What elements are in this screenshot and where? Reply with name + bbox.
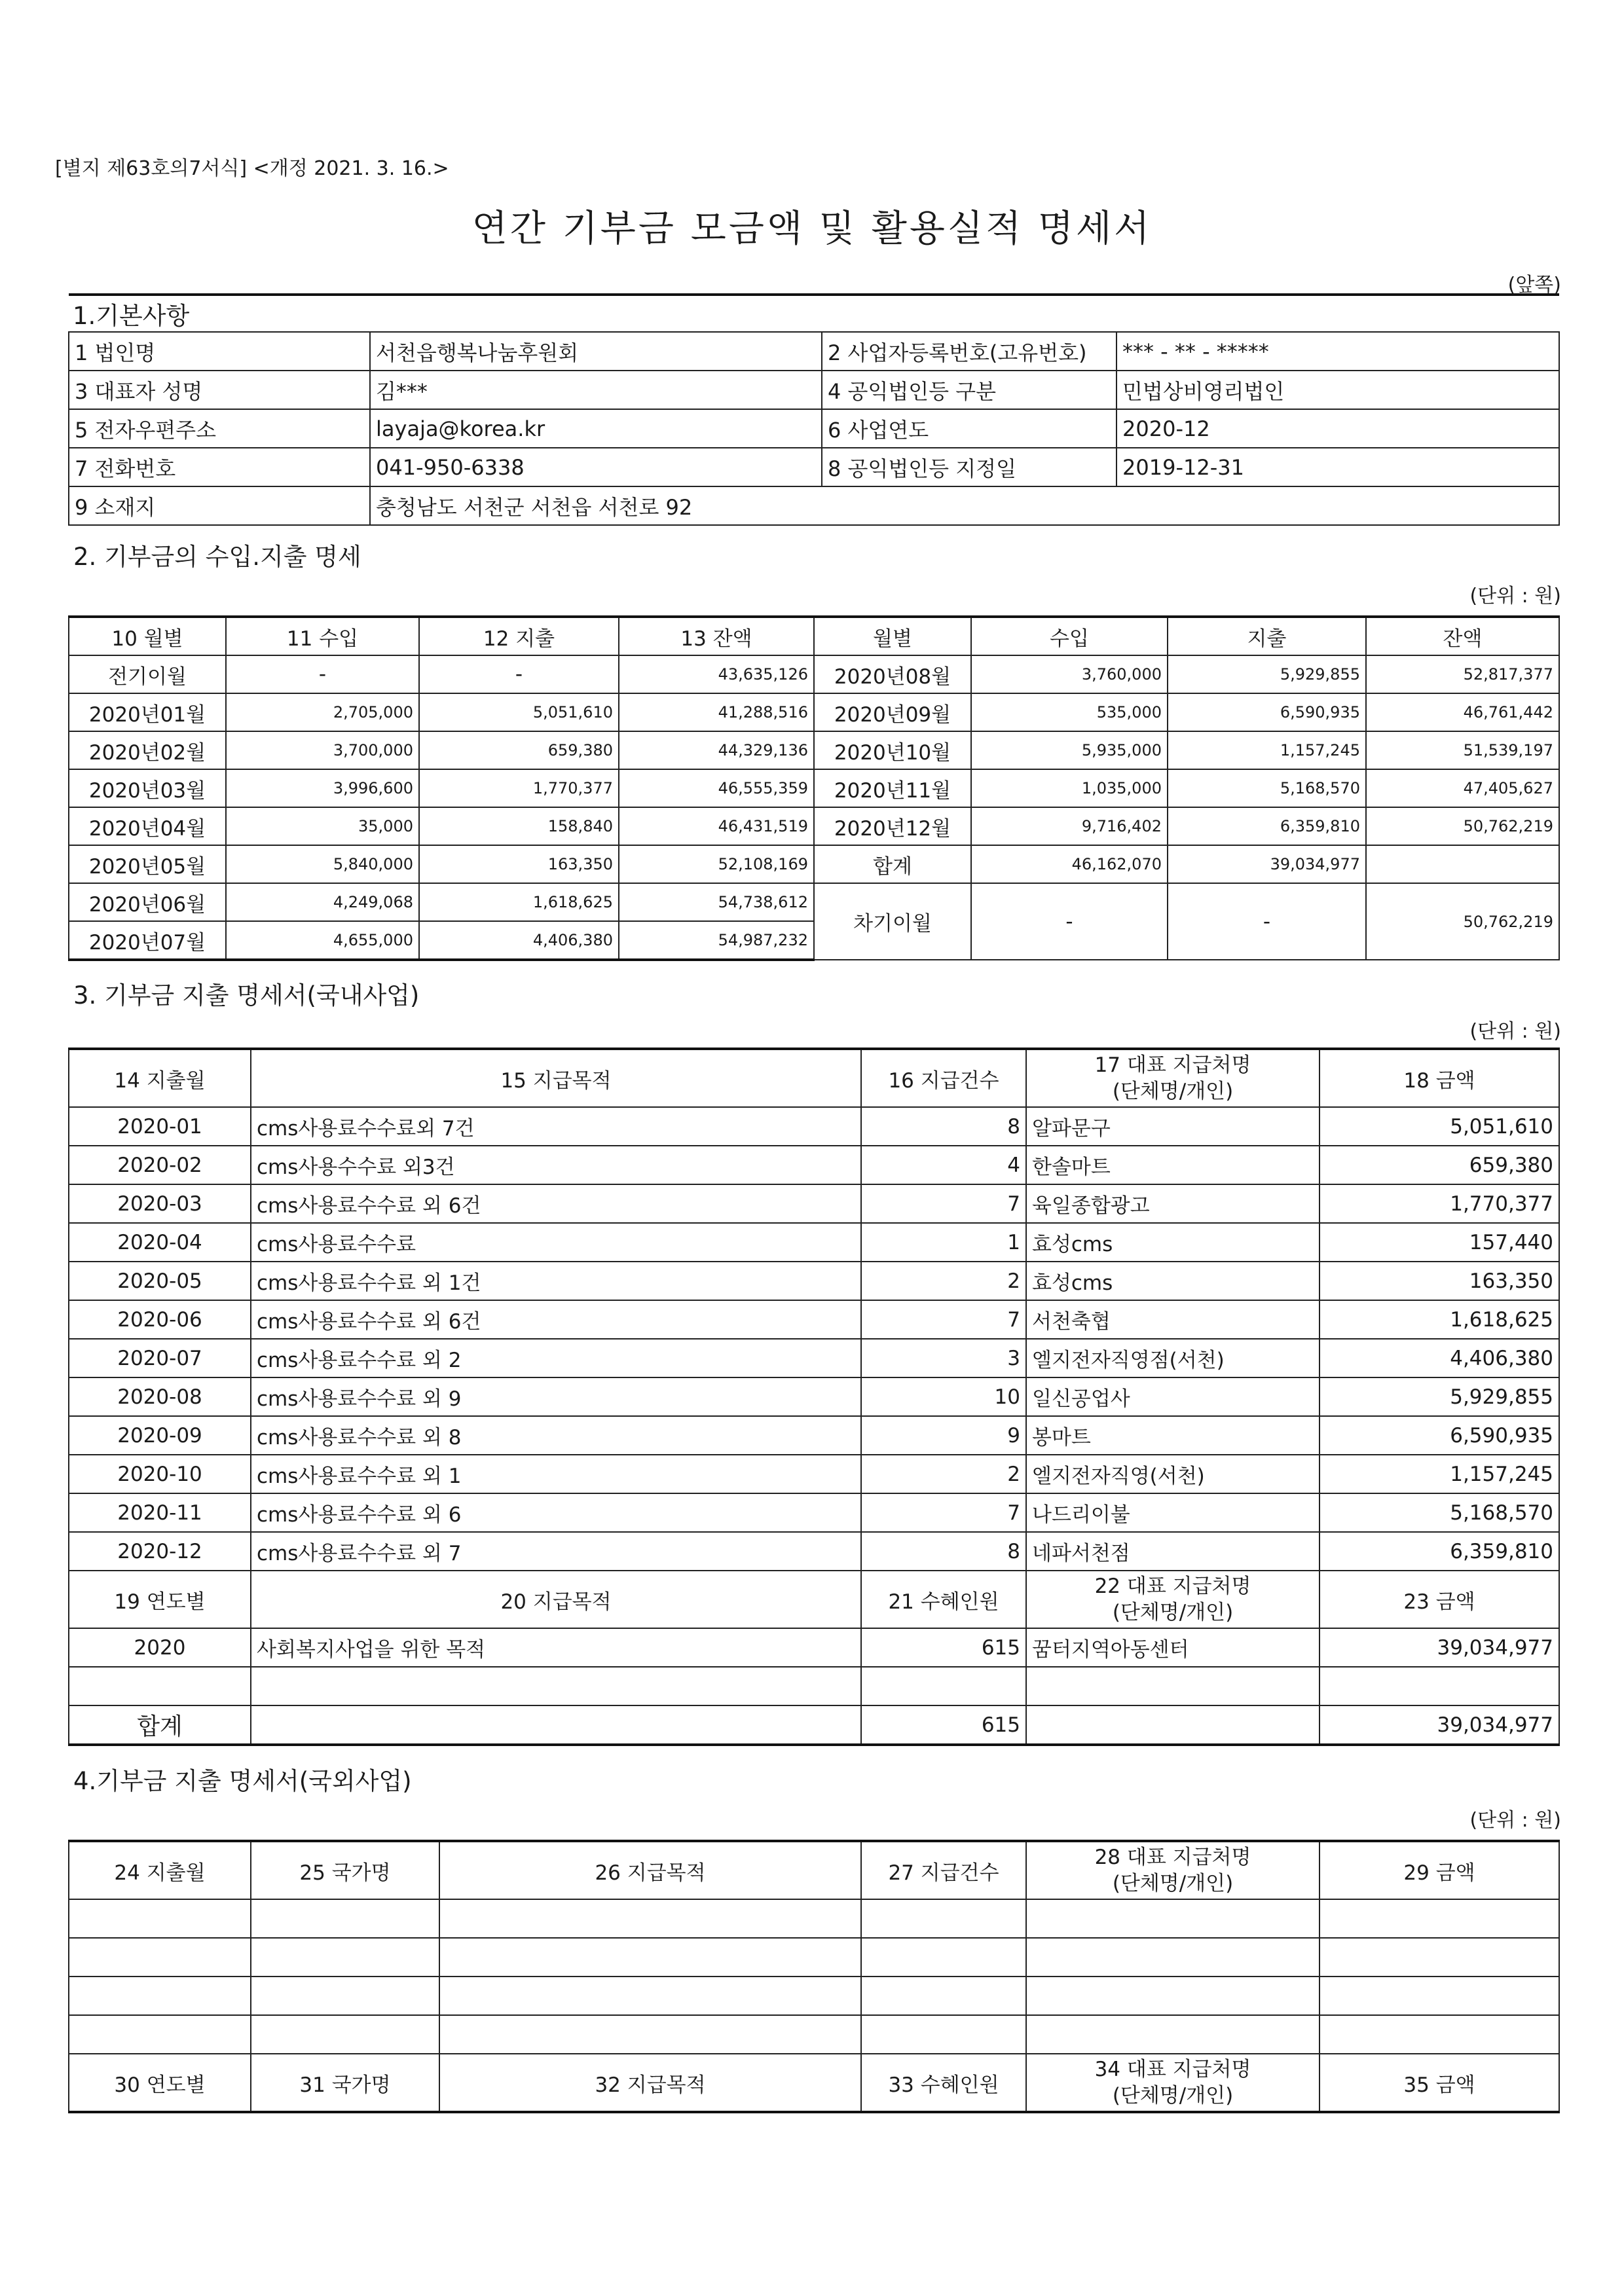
basic-label: 5 전자우편주소 <box>69 409 370 448</box>
month-cell: 2020-12 <box>69 1532 251 1571</box>
purpose-cell: cms사용료수수료 <box>251 1223 861 1262</box>
basic-label: 1 법인명 <box>69 332 370 371</box>
purpose-cell: cms사용수수료 외3건 <box>251 1146 861 1184</box>
table-row <box>69 1262 1559 1300</box>
foreign-unit: (단위 : 원) <box>1469 1809 1561 1832</box>
payee-cell: 효성cms <box>1026 1262 1320 1300</box>
foreign-table <box>68 1840 1560 2113</box>
foreign-year-header-row <box>69 2054 1559 2112</box>
basic-row <box>69 486 1559 525</box>
col-header-line: (단체명/개인) <box>1112 1601 1234 1624</box>
col-header-line: 22 대표 지급처명 <box>1094 1575 1251 1598</box>
address-value: 충청남도 서천군 서천읍 서천로 92 <box>370 486 1559 525</box>
total-purpose <box>251 1705 861 1745</box>
expense-cell: 4,406,380 <box>419 921 619 960</box>
total-amount: 39,034,977 <box>1320 1705 1559 1745</box>
basic-label: 6 사업연도 <box>822 409 1116 448</box>
amount-cell: 1,618,625 <box>1320 1300 1559 1339</box>
month-cell: 2020-09 <box>69 1416 251 1455</box>
amount-cell: 1,157,245 <box>1320 1455 1559 1493</box>
basic-label: 7 전화번호 <box>69 448 370 486</box>
payee-cell: 일신공업사 <box>1026 1377 1320 1416</box>
month-cell: 2020-07 <box>69 1339 251 1377</box>
amount-cell: 163,350 <box>1320 1262 1559 1300</box>
col-header: 31 국가명 <box>251 2054 439 2112</box>
payee-cell: 알파문구 <box>1026 1107 1320 1146</box>
balance-cell: 41,288,516 <box>619 693 814 731</box>
col-header: 32 지급목적 <box>439 2054 861 2112</box>
income-cell: 5,840,000 <box>226 845 419 883</box>
amount-cell: 4,406,380 <box>1320 1339 1559 1377</box>
col-header <box>1026 2054 1320 2112</box>
basic-value: layaja@korea.kr <box>370 409 822 448</box>
count-cell: 7 <box>861 1300 1026 1339</box>
basic-label: 4 공익법인등 구분 <box>822 371 1116 409</box>
balance-cell: 50,762,219 <box>1366 807 1559 845</box>
month-cell: 2020년12월 <box>814 807 971 845</box>
month-cell: 2020년04월 <box>69 807 226 845</box>
basic-label: 3 대표자 성명 <box>69 371 370 409</box>
payee-cell: 효성cms <box>1026 1223 1320 1262</box>
col-header-line: (단체명/개인) <box>1112 2084 1234 2107</box>
front-side-label: (앞쪽) <box>1507 274 1561 297</box>
balance-cell: 46,555,359 <box>619 769 814 807</box>
income-cell: 3,700,000 <box>226 731 419 769</box>
col-header-line: 17 대표 지급처명 <box>1094 1053 1251 1077</box>
month-cell: 2020-04 <box>69 1223 251 1262</box>
amount-cell: 5,051,610 <box>1320 1107 1559 1146</box>
amount-cell: 6,359,810 <box>1320 1532 1559 1571</box>
count-cell: 9 <box>861 1416 1026 1455</box>
table-row <box>69 731 1559 769</box>
amount-cell: 6,590,935 <box>1320 1416 1559 1455</box>
table-row <box>69 1339 1559 1377</box>
expense-cell: 5,051,610 <box>419 693 619 731</box>
carry-over-balance: 50,762,219 <box>1366 883 1559 960</box>
col-header-line: (단체명/개인) <box>1112 1872 1234 1895</box>
domestic-table <box>68 1048 1560 1746</box>
basic-label: 2 사업자등록번호(고유번호) <box>822 332 1116 371</box>
income-cell: 1,035,000 <box>971 769 1168 807</box>
col-header: 35 금액 <box>1320 2054 1559 2112</box>
col-header: 12 지출 <box>419 617 619 655</box>
count-cell: 7 <box>861 1184 1026 1223</box>
balance-cell: 46,431,519 <box>619 807 814 845</box>
table-row <box>69 655 1559 693</box>
income-table <box>68 615 1560 961</box>
count-cell: 8 <box>861 1107 1026 1146</box>
table-row <box>69 1455 1559 1493</box>
table-row <box>69 883 1559 921</box>
col-header: 11 수입 <box>226 617 419 655</box>
table-row <box>69 769 1559 807</box>
col-header-line: 34 대표 지급처명 <box>1094 2058 1251 2081</box>
income-header-row <box>69 617 1559 655</box>
payee-cell: 봉마트 <box>1026 1416 1320 1455</box>
total-expense: 39,034,977 <box>1168 845 1366 883</box>
balance-cell: 52,108,169 <box>619 845 814 883</box>
table-row <box>69 1107 1559 1146</box>
table-row <box>69 1146 1559 1184</box>
table-row <box>69 1416 1559 1455</box>
balance-cell: 54,738,612 <box>619 883 814 921</box>
purpose-cell: cms사용료수수료 외 9 <box>251 1377 861 1416</box>
amount-cell: 39,034,977 <box>1320 1628 1559 1667</box>
empty-row <box>69 2015 1559 2054</box>
table-row <box>69 1184 1559 1223</box>
empty-row <box>69 1977 1559 2015</box>
col-header: 23 금액 <box>1320 1571 1559 1628</box>
col-header: 13 잔액 <box>619 617 814 655</box>
purpose-cell: cms사용료수수료 외 1건 <box>251 1262 861 1300</box>
amount-cell: 5,929,855 <box>1320 1377 1559 1416</box>
amount-cell: 5,168,570 <box>1320 1493 1559 1532</box>
col-header: 16 지급건수 <box>861 1049 1026 1107</box>
col-header: 21 수혜인원 <box>861 1571 1026 1628</box>
balance-cell: 51,539,197 <box>1366 731 1559 769</box>
month-cell: 2020년08월 <box>814 655 971 693</box>
basic-value: *** - ** - ***** <box>1116 332 1559 371</box>
expense-cell: - <box>419 655 619 693</box>
expense-cell: 1,618,625 <box>419 883 619 921</box>
count-cell: 10 <box>861 1377 1026 1416</box>
col-header: 26 지급목적 <box>439 1841 861 1899</box>
month-cell: 2020년10월 <box>814 731 971 769</box>
empty-row <box>69 1938 1559 1977</box>
col-header: 15 지급목적 <box>251 1049 861 1107</box>
balance-cell: 47,405,627 <box>1366 769 1559 807</box>
domestic-header-row <box>69 1049 1559 1107</box>
empty-row <box>69 1667 1559 1705</box>
col-header: 월별 <box>814 617 971 655</box>
expense-cell: 659,380 <box>419 731 619 769</box>
payee-cell: 꿈터지역아동센터 <box>1026 1628 1320 1667</box>
purpose-cell: cms사용료수수료 외 1 <box>251 1455 861 1493</box>
payee-cell: 나드리이불 <box>1026 1493 1320 1532</box>
col-header: 27 지급건수 <box>861 1841 1026 1899</box>
purpose-cell: cms사용료수수료 외 7 <box>251 1532 861 1571</box>
col-header-line: (단체명/개인) <box>1112 1080 1234 1103</box>
payee-cell: 네파서천점 <box>1026 1532 1320 1571</box>
col-header: 14 지출월 <box>69 1049 251 1107</box>
month-cell: 2020-10 <box>69 1455 251 1493</box>
balance-cell: 54,987,232 <box>619 921 814 960</box>
purpose-cell: cms사용료수수료 외 2 <box>251 1339 861 1377</box>
count-cell: 2 <box>861 1455 1026 1493</box>
carry-over-label: 차기이월 <box>814 883 971 960</box>
payee-cell: 엘지전자직영(서천) <box>1026 1455 1320 1493</box>
col-header: 잔액 <box>1366 617 1559 655</box>
table-row <box>69 807 1559 845</box>
basic-value: 2020-12 <box>1116 409 1559 448</box>
month-cell: 2020-02 <box>69 1146 251 1184</box>
count-cell: 8 <box>861 1532 1026 1571</box>
payee-cell: 육일종합광고 <box>1026 1184 1320 1223</box>
month-cell: 2020년09월 <box>814 693 971 731</box>
amount-cell: 1,770,377 <box>1320 1184 1559 1223</box>
income-cell: 35,000 <box>226 807 419 845</box>
income-cell: 5,935,000 <box>971 731 1168 769</box>
month-cell: 2020년02월 <box>69 731 226 769</box>
payee-cell: 서천축협 <box>1026 1300 1320 1339</box>
col-header: 30 연도별 <box>69 2054 251 2112</box>
month-cell: 2020년03월 <box>69 769 226 807</box>
expense-cell: 6,359,810 <box>1168 807 1366 845</box>
expense-cell: 1,157,245 <box>1168 731 1366 769</box>
balance-cell: 44,329,136 <box>619 731 814 769</box>
basic-value: 김*** <box>370 371 822 409</box>
document-title: 연간 기부금 모금액 및 활용실적 명세서 <box>471 208 1153 250</box>
balance-cell: 43,635,126 <box>619 655 814 693</box>
month-cell: 2020-03 <box>69 1184 251 1223</box>
basic-row <box>69 448 1559 486</box>
basic-info-table <box>68 293 1560 526</box>
month-cell: 2020년01월 <box>69 693 226 731</box>
foreign-section-title: 4.기부금 지출 명세서(국외사업) <box>73 1767 412 1795</box>
income-cell: 2,705,000 <box>226 693 419 731</box>
amount-cell: 659,380 <box>1320 1146 1559 1184</box>
table-row <box>69 1628 1559 1667</box>
empty-row <box>69 1899 1559 1938</box>
purpose-cell: cms사용료수수료 외 6건 <box>251 1184 861 1223</box>
total-label: 합계 <box>69 1705 251 1745</box>
col-header: 19 연도별 <box>69 1571 251 1628</box>
year-header-row <box>69 1571 1559 1628</box>
col-header: 수입 <box>971 617 1168 655</box>
basic-value: 041-950-6338 <box>370 448 822 486</box>
month-cell: 2020-01 <box>69 1107 251 1146</box>
expense-cell: 158,840 <box>419 807 619 845</box>
col-header: 18 금액 <box>1320 1049 1559 1107</box>
month-cell: 2020년11월 <box>814 769 971 807</box>
col-header: 29 금액 <box>1320 1841 1559 1899</box>
month-cell: 2020년05월 <box>69 845 226 883</box>
payee-cell: 한솔마트 <box>1026 1146 1320 1184</box>
total-row <box>69 1705 1559 1745</box>
col-header: 지출 <box>1168 617 1366 655</box>
table-row <box>69 1377 1559 1416</box>
purpose-cell: cms사용료수수료 외 8 <box>251 1416 861 1455</box>
col-header <box>1026 1841 1320 1899</box>
basic-value: 서천읍행복나눔후원회 <box>370 332 822 371</box>
year-cell: 2020 <box>69 1628 251 1667</box>
month-cell: 2020-06 <box>69 1300 251 1339</box>
payee-cell: 엘지전자직영점(서천) <box>1026 1339 1320 1377</box>
col-header: 25 국가명 <box>251 1841 439 1899</box>
expense-cell: 1,770,377 <box>419 769 619 807</box>
month-cell: 2020년07월 <box>69 921 226 960</box>
table-row <box>69 1223 1559 1262</box>
domestic-section-title: 3. 기부금 지출 명세서(국내사업) <box>73 981 420 1010</box>
basic-section-title: 1.기본사항 <box>69 295 1559 332</box>
total-income: 46,162,070 <box>971 845 1168 883</box>
purpose-cell: 사회복지사업을 위한 목적 <box>251 1628 861 1667</box>
income-cell: 4,249,068 <box>226 883 419 921</box>
income-cell: 535,000 <box>971 693 1168 731</box>
month-cell: 2020-11 <box>69 1493 251 1532</box>
expense-cell: 163,350 <box>419 845 619 883</box>
income-section-title: 2. 기부금의 수입.지출 명세 <box>73 543 361 571</box>
income-unit: (단위 : 원) <box>1469 585 1561 608</box>
count-cell: 2 <box>861 1262 1026 1300</box>
basic-value: 민법상비영리법인 <box>1116 371 1559 409</box>
people-cell: 615 <box>861 1628 1026 1667</box>
table-row <box>69 1493 1559 1532</box>
form-label: [별지 제63호의7서식] <개정 2021. 3. 16.> <box>55 157 449 180</box>
income-cell: 4,655,000 <box>226 921 419 960</box>
total-payee <box>1026 1705 1320 1745</box>
count-cell: 4 <box>861 1146 1026 1184</box>
basic-row <box>69 409 1559 448</box>
carry-over-income: - <box>971 883 1168 960</box>
foreign-header-row <box>69 1841 1559 1899</box>
purpose-cell: cms사용료수수료외 7건 <box>251 1107 861 1146</box>
month-cell: 2020년06월 <box>69 883 226 921</box>
balance-cell: 46,761,442 <box>1366 693 1559 731</box>
col-header <box>1026 1049 1320 1107</box>
col-header-line: 28 대표 지급처명 <box>1094 1846 1251 1869</box>
total-label: 합계 <box>814 845 971 883</box>
basic-value: 2019-12-31 <box>1116 448 1559 486</box>
count-cell: 7 <box>861 1493 1026 1532</box>
basic-row <box>69 332 1559 371</box>
col-header <box>1026 1571 1320 1628</box>
income-cell: 3,760,000 <box>971 655 1168 693</box>
month-cell: 전기이월 <box>69 655 226 693</box>
table-row <box>69 693 1559 731</box>
balance-cell: 52,817,377 <box>1366 655 1559 693</box>
basic-row <box>69 371 1559 409</box>
col-header: 10 월별 <box>69 617 226 655</box>
income-cell: 9,716,402 <box>971 807 1168 845</box>
purpose-cell: cms사용료수수료 외 6건 <box>251 1300 861 1339</box>
total-balance <box>1366 845 1559 883</box>
carry-over-expense: - <box>1168 883 1366 960</box>
expense-cell: 5,168,570 <box>1168 769 1366 807</box>
col-header: 24 지출월 <box>69 1841 251 1899</box>
table-row <box>69 1300 1559 1339</box>
income-cell: - <box>226 655 419 693</box>
domestic-unit: (단위 : 원) <box>1469 1020 1561 1043</box>
purpose-cell: cms사용료수수료 외 6 <box>251 1493 861 1532</box>
table-row <box>69 1532 1559 1571</box>
expense-cell: 6,590,935 <box>1168 693 1366 731</box>
table-row <box>69 845 1559 883</box>
expense-cell: 5,929,855 <box>1168 655 1366 693</box>
col-header: 33 수혜인원 <box>861 2054 1026 2112</box>
amount-cell: 157,440 <box>1320 1223 1559 1262</box>
count-cell: 3 <box>861 1339 1026 1377</box>
month-cell: 2020-05 <box>69 1262 251 1300</box>
count-cell: 1 <box>861 1223 1026 1262</box>
col-header: 20 지급목적 <box>251 1571 861 1628</box>
income-cell: 3,996,600 <box>226 769 419 807</box>
month-cell: 2020-08 <box>69 1377 251 1416</box>
basic-label: 8 공익법인등 지정일 <box>822 448 1116 486</box>
address-label: 9 소재지 <box>69 486 370 525</box>
total-people: 615 <box>861 1705 1026 1745</box>
